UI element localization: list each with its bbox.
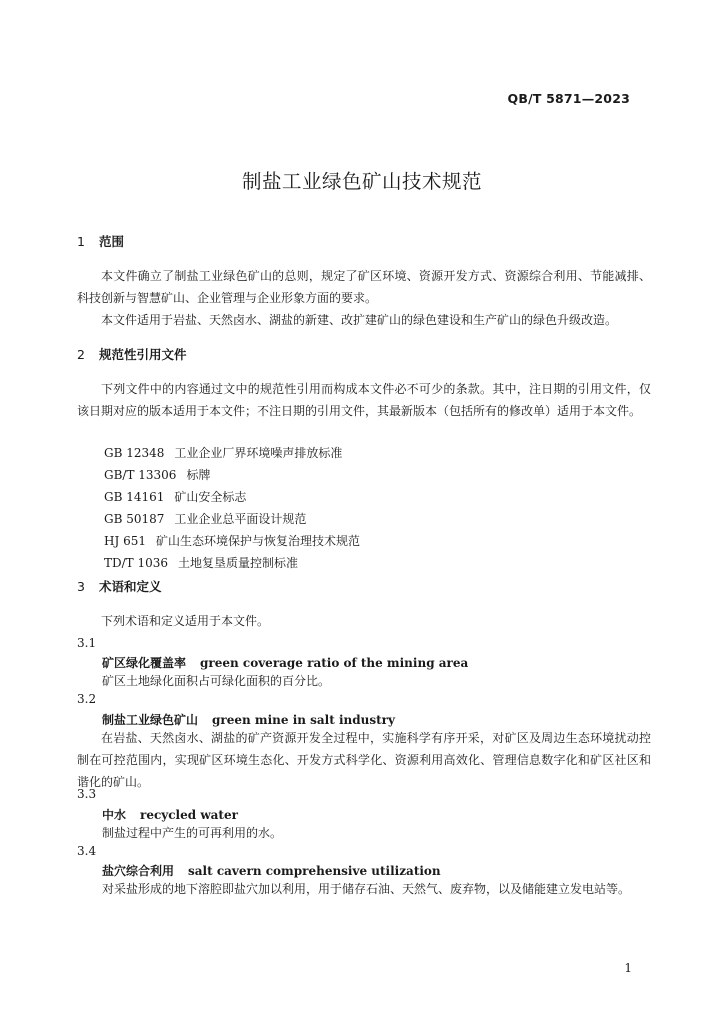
reference-code: HJ 651 bbox=[104, 534, 146, 548]
reference-item bbox=[104, 442, 664, 464]
reference-name: 土地复垦质量控制标准 bbox=[178, 556, 299, 570]
reference-item bbox=[104, 552, 664, 574]
reference-code: TD/T 1036 bbox=[104, 556, 169, 570]
term-chinese: 盐穴综合利用 bbox=[102, 864, 175, 878]
reference-name: 标牌 bbox=[186, 468, 211, 482]
term-definition: 制盐过程中产生的可再利用的水。 bbox=[102, 826, 283, 840]
term-heading bbox=[102, 862, 441, 879]
section-number: 3 bbox=[77, 579, 85, 594]
scope-paragraph-2: 本文件适用于岩盐、天然卤水、湖盐的新建、改扩建矿山的绿色建设和生产矿山的绿色升级改造。 bbox=[101, 313, 618, 327]
term-english: green mine in salt industry bbox=[212, 713, 395, 727]
term-definition: 在岩盐、天然卤水、湖盐的矿产资源开发全过程中，实施科学有序开采，对矿区及周边生态环境扰动控制在可控范围内，实现矿区环境生态化、开发方式科学化、资源利用高效化、管理信息数字化和矿区社区和谐化的矿山。 bbox=[77, 731, 651, 789]
section-1-heading bbox=[77, 232, 124, 250]
reference-name: 矿山生态环境保护与恢复治理技术规范 bbox=[156, 534, 361, 548]
term-definition: 矿区土地绿化面积占可绿化面积的百分比。 bbox=[102, 674, 331, 688]
reference-code: GB 12348 bbox=[104, 446, 165, 460]
section-title: 规范性引用文件 bbox=[99, 347, 187, 362]
term-chinese: 制盐工业绿色矿山 bbox=[102, 713, 199, 727]
term-heading bbox=[102, 711, 395, 728]
reference-list bbox=[104, 442, 664, 574]
terms-intro: 下列术语和定义适用于本文件。 bbox=[101, 614, 270, 628]
term-number: 3.2 bbox=[77, 692, 97, 706]
term-number: 3.1 bbox=[77, 636, 97, 650]
reference-name: 矿山安全标志 bbox=[174, 490, 247, 504]
reference-item bbox=[104, 530, 664, 552]
term-chinese: 中水 bbox=[102, 808, 127, 822]
reference-code: GB/T 13306 bbox=[104, 468, 177, 482]
section-3-heading bbox=[77, 577, 162, 595]
reference-code: GB 50187 bbox=[104, 512, 165, 526]
reference-name: 工业企业厂界环境噪声排放标准 bbox=[174, 446, 343, 460]
term-number: 3.4 bbox=[77, 844, 97, 858]
term-definition: 对采盐形成的地下溶腔即盐穴加以利用，用于储存石油、天然气、废弃物，以及储能建立发电站等。 bbox=[102, 882, 631, 896]
term-number: 3.3 bbox=[77, 787, 97, 801]
section-title: 范围 bbox=[99, 234, 125, 249]
reference-item bbox=[104, 486, 664, 508]
section-2-heading bbox=[77, 345, 187, 363]
references-intro: 下列文件中的内容通过文中的规范性引用而构成本文件必不可少的条款。其中，注日期的引用文件，仅该日期对应的版本适用于本文件；不注日期的引用文件，其最新版本（包括所有的修改单）适用于本文件。 bbox=[77, 382, 651, 418]
term-heading bbox=[102, 806, 238, 823]
term-english: recycled water bbox=[140, 808, 238, 822]
reference-name: 工业企业总平面设计规范 bbox=[174, 512, 307, 526]
term-chinese: 矿区绿化覆盖率 bbox=[102, 656, 187, 670]
section-number: 2 bbox=[77, 347, 85, 362]
reference-item bbox=[104, 464, 664, 486]
standard-number: QB/T 5871—2023 bbox=[507, 91, 630, 106]
section-title: 术语和定义 bbox=[99, 579, 162, 594]
term-english: green coverage ratio of the mining area bbox=[200, 656, 469, 670]
reference-code: GB 14161 bbox=[104, 490, 165, 504]
scope-paragraph-1: 本文件确立了制盐工业绿色矿山的总则，规定了矿区环境、资源开发方式、资源综合利用、节能减排、科技创新与智慧矿山、企业管理与企业形象方面的要求。 bbox=[77, 269, 651, 305]
term-heading bbox=[102, 654, 468, 671]
reference-item bbox=[104, 508, 664, 530]
document-title: 制盐工业绿色矿山技术规范 bbox=[241, 170, 482, 193]
page-number: 1 bbox=[624, 961, 632, 975]
section-number: 1 bbox=[77, 234, 85, 249]
term-english: salt cavern comprehensive utilization bbox=[188, 864, 441, 878]
